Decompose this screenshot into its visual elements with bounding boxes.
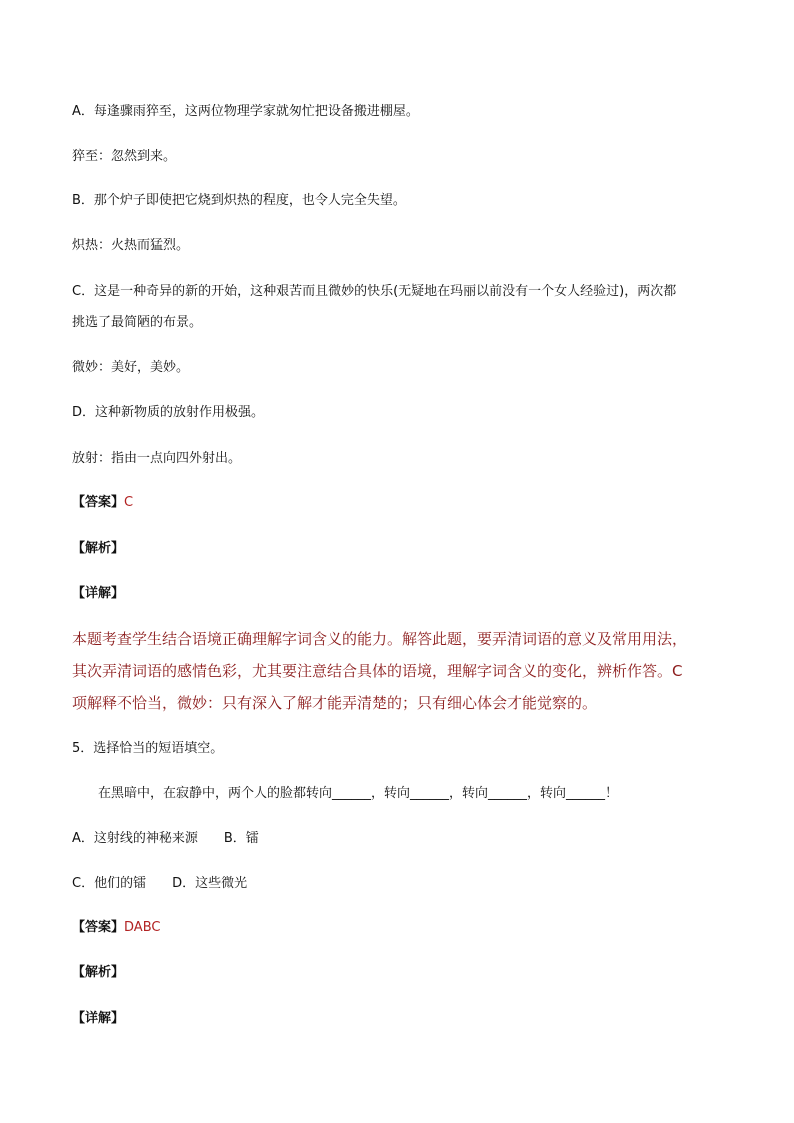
option-d: D．这种新物质的放射作用极强。: [72, 405, 265, 420]
explanation-line: 项解释不恰当，微妙：只有深入了解才能弄清楚的；只有细心体会才能觉察的。: [72, 694, 598, 712]
analysis-label: 【解析】: [72, 965, 125, 980]
options-cd: C．他们的镭 D．这些微光: [72, 876, 248, 891]
fill-blank-sentence: 在黑暗中，在寂静中，两个人的脸都转向______，转向______，转向______，转向______！: [98, 786, 619, 801]
explanation-line: 本题考查学生结合语境正确理解字词含义的能力。解答此题，要弄清词语的意义及常用用法，: [72, 630, 688, 648]
analysis-label: 【解析】: [72, 541, 125, 556]
question-5: 5．选择恰当的短语填空。: [72, 741, 224, 756]
detail-label: 【详解】: [72, 1011, 125, 1026]
answer-row: [72, 494, 732, 512]
explanation: [72, 623, 732, 719]
answer-value: DABC: [124, 920, 161, 935]
options-ab: A．这射线的神秘来源 B．镭: [72, 831, 259, 846]
answer-row-5: [72, 919, 732, 937]
note-b: 炽热：火热而猛烈。: [72, 238, 190, 253]
note-c: 微妙：美好，美妙。: [72, 360, 190, 375]
answer-value: C: [124, 495, 134, 510]
option-b: B．那个炉子即使把它烧到炽热的程度，也令人完全失望。: [72, 193, 406, 208]
answer-label: 【答案】: [72, 495, 125, 510]
detail-label: 【详解】: [72, 586, 125, 601]
option-a: A．每逢骤雨猝至，这两位物理学家就匆忙把设备搬进棚屋。: [72, 104, 419, 119]
note-d: 放射：指由一点向四外射出。: [72, 451, 242, 466]
option-c-line1: C．这是一种奇异的新的开始，这种艰苦而且微妙的快乐(无疑地在玛丽以前没有一个女人经验过)，两次都: [72, 284, 677, 299]
option-c-line2: 挑选了最简陋的布景。: [72, 315, 203, 330]
note-a: 猝至：忽然到来。: [72, 149, 177, 164]
answer-label: 【答案】: [72, 920, 125, 935]
explanation-line: 其次弄清词语的感情色彩，尤其要注意结合具体的语境，理解字词含义的变化，辨析作答。C: [72, 662, 683, 680]
